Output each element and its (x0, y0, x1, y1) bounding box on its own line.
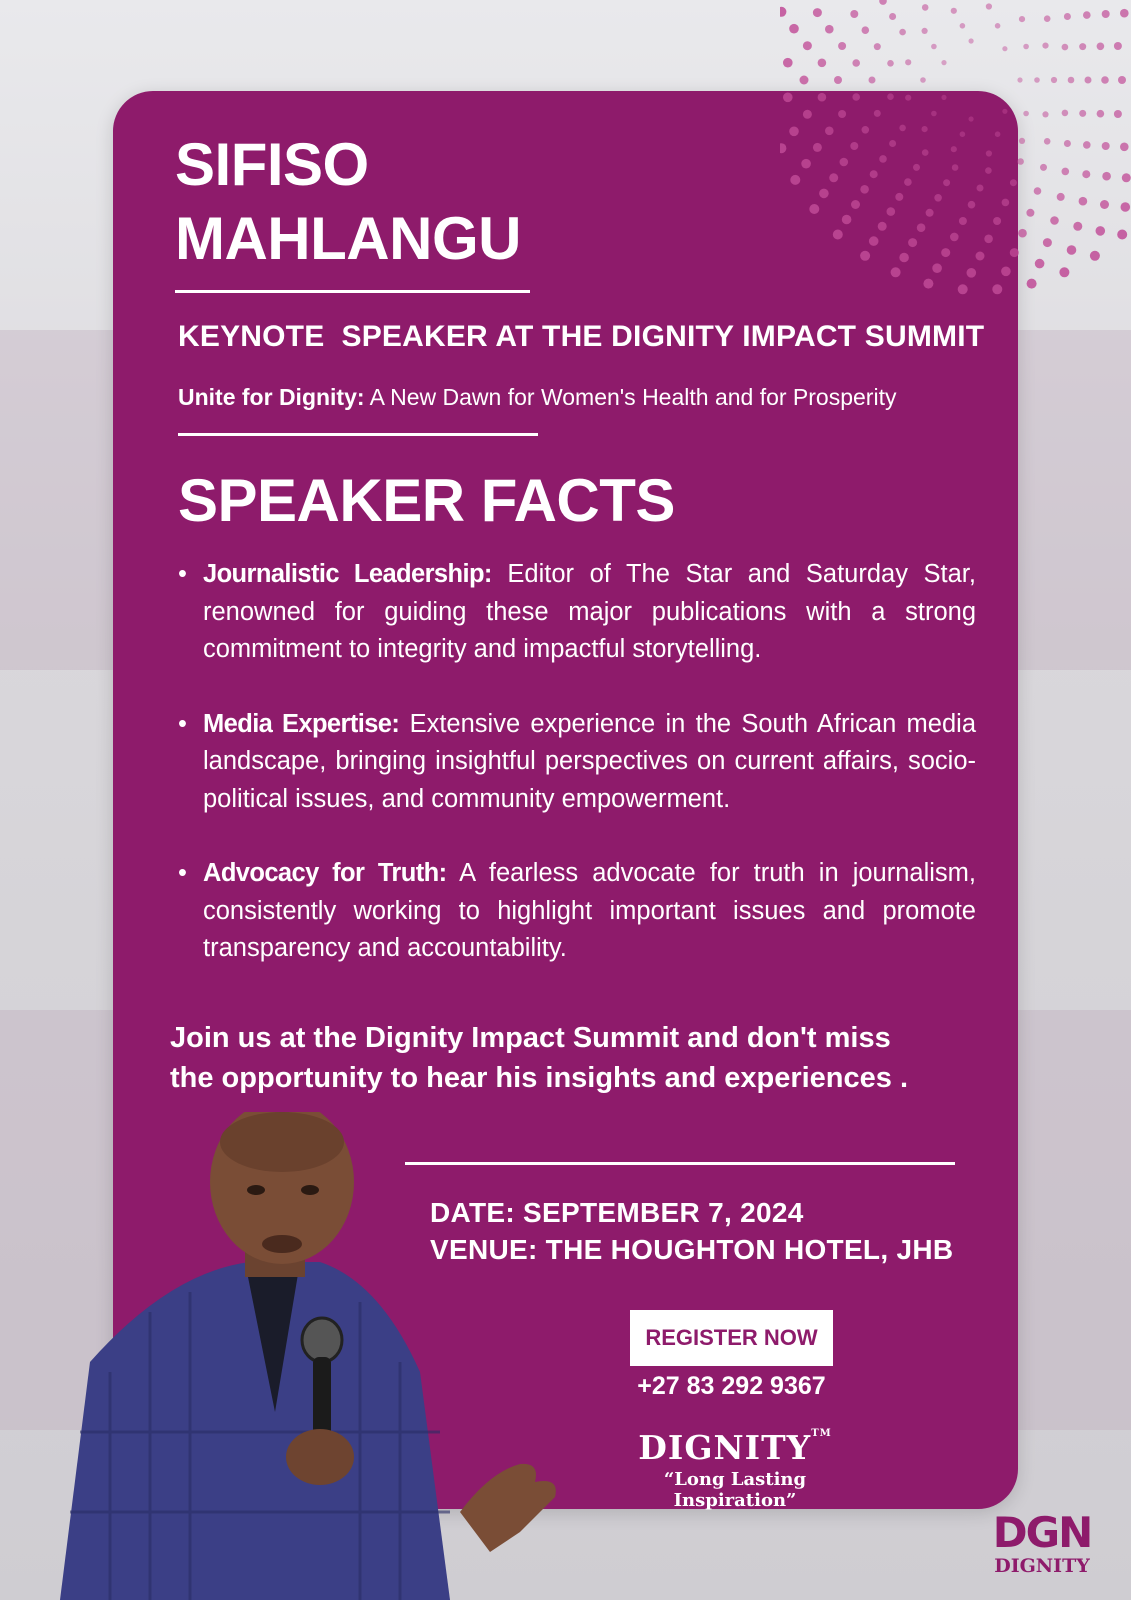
decoration-dot (1010, 248, 1019, 257)
decoration-dot (899, 253, 909, 263)
decoration-dot (951, 146, 957, 152)
summit-theme-text: A New Dawn for Women's Health and for Prosperity (364, 384, 897, 410)
decoration-dot (869, 77, 876, 84)
fact-text: Editor of The Star and Saturday Star, renowned for guiding these major publications with a strong commitment to integrity and impactful storytelling. (203, 560, 976, 663)
decoration-dot (986, 3, 992, 9)
decoration-dot (1042, 111, 1048, 117)
summit-theme (178, 384, 896, 411)
decoration-dot (1043, 238, 1052, 247)
decoration-dot (833, 230, 843, 240)
decoration-dot (1019, 16, 1025, 22)
decoration-dot (904, 178, 912, 186)
decoration-dot (1073, 222, 1082, 231)
decoration-dot (887, 207, 896, 216)
decoration-dot (1083, 11, 1091, 19)
decoration-dot (899, 29, 906, 36)
decoration-dot (1042, 43, 1048, 49)
decoration-dot (1002, 109, 1007, 114)
decoration-dot (1010, 179, 1017, 186)
fact-item (178, 556, 976, 669)
decoration-dot (960, 131, 966, 137)
decoration-dot (1085, 77, 1092, 84)
decoration-dot (1101, 76, 1109, 84)
decoration-dot (813, 8, 822, 17)
decoration-dot (819, 189, 829, 199)
decoration-dot (1044, 138, 1051, 145)
decoration-dot (891, 267, 901, 277)
logo-word: DIGNITY (994, 1555, 1090, 1577)
register-now-button[interactable]: REGISTER NOW (630, 1310, 833, 1366)
decoration-dot (789, 127, 799, 137)
fact-label: Advocacy for Truth: (203, 859, 447, 887)
decoration-dot (1062, 168, 1070, 176)
decoration-dot (941, 248, 950, 257)
invite-text (170, 1018, 990, 1098)
decoration-dot (780, 143, 786, 153)
decoration-dot (1034, 77, 1040, 83)
decoration-dot (862, 26, 870, 34)
decoration-dot (842, 215, 852, 225)
decoration-dot (992, 284, 1002, 294)
decoration-dot (874, 110, 881, 117)
decoration-dot (1062, 110, 1069, 117)
decoration-dot (852, 93, 860, 101)
decoration-dot (934, 194, 942, 202)
decoration-dot (905, 95, 911, 101)
decoration-dot (1023, 44, 1029, 50)
contact-phone: +27 83 292 9367 (637, 1372, 826, 1400)
event-date: DATE: SEPTEMBER 7, 2024 (430, 1197, 804, 1228)
decoration-dot (889, 13, 896, 20)
decoration-dot (878, 222, 887, 231)
decoration-dot (838, 110, 846, 118)
decoration-dot (813, 143, 822, 152)
decoration-dot (1114, 42, 1122, 50)
summit-theme-label: Unite for Dignity: (178, 384, 365, 410)
decoration-dot (895, 193, 903, 201)
decoration-dot (800, 76, 809, 85)
decoration-dot (851, 200, 860, 209)
brand-name (600, 1428, 870, 1467)
decoration-dot (905, 59, 911, 65)
decoration-dot (840, 158, 849, 167)
decoration-dot (931, 111, 937, 117)
decoration-dot (967, 268, 977, 278)
dignity-brand (600, 1428, 870, 1511)
decoration-dot (834, 76, 842, 84)
decoration-dot (920, 77, 926, 83)
decoration-dot (860, 251, 870, 261)
decoration-dot (1044, 15, 1051, 22)
trademark: TM (811, 1428, 832, 1439)
fact-item (178, 855, 976, 968)
decoration-dot (1079, 110, 1086, 117)
decoration-dot (951, 8, 957, 14)
decoration-dot (1120, 143, 1129, 152)
decoration-dot (1050, 216, 1059, 225)
decoration-dot (1068, 77, 1075, 84)
decoration-dot (1067, 245, 1077, 255)
decoration-dot (887, 60, 894, 67)
decoration-dot (1026, 209, 1034, 217)
decoration-dot (1121, 202, 1131, 212)
decoration-dot (1002, 199, 1010, 207)
decoration-dot (1102, 172, 1111, 181)
invite-line: the opportunity to hear his insights and experiences . (170, 1062, 909, 1094)
decoration-dot (850, 10, 858, 18)
decoration-dot (1062, 44, 1069, 51)
decoration-dot (1034, 187, 1042, 195)
speaker-last-name: MAHLANGU (175, 205, 521, 272)
decoration-dot (1064, 140, 1071, 147)
decoration-dot (825, 127, 834, 136)
speaker-name (175, 128, 521, 276)
decoration-dot (986, 150, 992, 156)
decoration-dot (976, 252, 985, 261)
decoration-dot (922, 28, 928, 34)
decoration-dot (1019, 138, 1025, 144)
decoration-dot (887, 93, 894, 100)
decoration-dot (780, 7, 786, 17)
decoration-dot (984, 235, 993, 244)
decoration-dot (801, 159, 811, 169)
facts-title: SPEAKER FACTS (178, 467, 675, 534)
decoration-dot (809, 204, 819, 214)
decoration-dot (1118, 76, 1126, 84)
decoration-dot (931, 44, 937, 50)
decoration-dot (1097, 110, 1105, 118)
decoration-dot (922, 149, 929, 156)
decoration-dot (977, 185, 984, 192)
decoration-dot (1002, 46, 1007, 51)
decoration-dot (1018, 229, 1027, 238)
brand-tagline: “Long Lasting Inspiration” (663, 1469, 807, 1511)
speaker-role: KEYNOTE SPEAKER AT THE DIGNITY IMPACT SUMMIT (178, 320, 985, 353)
decoration-dot (1096, 226, 1106, 236)
decoration-dot (829, 173, 838, 182)
decoration-dot (1057, 193, 1065, 201)
divider (178, 433, 538, 436)
decoration-dot (1017, 77, 1022, 82)
decoration-dot (1100, 200, 1109, 209)
decoration-dot (1064, 13, 1071, 20)
decoration-dot (862, 126, 870, 134)
decoration-dot (941, 60, 946, 65)
decoration-dot (899, 125, 906, 132)
decoration-dot (1082, 170, 1090, 178)
decoration-dot (932, 263, 942, 273)
decoration-dot (1017, 158, 1024, 165)
decoration-dot (922, 4, 929, 11)
decoration-dot (1117, 230, 1127, 240)
decoration-dot (1040, 164, 1047, 171)
decoration-dot (1035, 259, 1045, 269)
decoration-dot (952, 164, 959, 171)
decoration-dot (889, 140, 896, 147)
decoration-dot (790, 175, 800, 185)
fact-label: Media Expertise: (203, 709, 400, 738)
decoration-dot (803, 41, 812, 50)
decoration-dot (960, 23, 966, 29)
invite-line: Join us at the Dignity Impact Summit and don't miss (170, 1022, 891, 1054)
decoration-dot (926, 209, 934, 217)
decoration-dot (789, 24, 799, 34)
decoration-dot (869, 236, 879, 246)
decoration-dot (943, 179, 950, 186)
brand-name-text: DIGNITY (638, 1428, 812, 1467)
dotted-spiral-decoration (780, 0, 1131, 320)
decoration-dot (1051, 77, 1057, 83)
decoration-dot (803, 110, 812, 119)
decoration-dot (908, 238, 917, 247)
fact-text: Extensive experience in the South African media landscape, bringing insightful perspectives on current affairs, socio-political issues, and community empowerment. (203, 709, 976, 813)
decoration-dot (1102, 10, 1110, 18)
decoration-dot (917, 223, 926, 232)
decoration-dot (879, 0, 887, 5)
decoration-dot (1120, 9, 1129, 18)
decoration-dot (838, 42, 846, 50)
logo-mark: DGN (992, 1508, 1092, 1557)
decoration-dot (922, 126, 928, 132)
decoration-dot (818, 59, 827, 68)
decoration-dot (1114, 110, 1122, 118)
decoration-dot (958, 284, 968, 294)
decoration-dot (993, 217, 1001, 225)
bullet-icon: • (178, 560, 187, 588)
decoration-dot (950, 233, 959, 242)
decoration-dot (995, 23, 1001, 29)
fact-label: Journalistic Leadership: (203, 560, 492, 588)
decoration-dot (874, 43, 881, 50)
decoration-dot (1079, 197, 1088, 206)
speaker-first-name: SIFISO (175, 131, 369, 198)
decoration-dot (923, 279, 933, 289)
decoration-dot (969, 38, 974, 43)
decoration-dot (1122, 173, 1131, 182)
facts-list (178, 556, 976, 1005)
decoration-dot (1097, 43, 1105, 51)
decoration-dot (969, 116, 974, 121)
decoration-dot (879, 155, 887, 163)
speaker-photo (20, 1112, 580, 1600)
dgn-logo (972, 1508, 1112, 1577)
decoration-dot (870, 170, 878, 178)
decoration-dot (1023, 111, 1029, 117)
decoration-dot (959, 217, 967, 225)
decoration-dot (1027, 279, 1037, 289)
bullet-icon: • (178, 709, 187, 738)
decoration-dot (968, 201, 976, 209)
divider (175, 290, 530, 293)
bullet-icon: • (178, 859, 187, 887)
decoration-dot (1083, 141, 1091, 149)
decoration-dot (1059, 267, 1069, 277)
decoration-dot (1079, 43, 1086, 50)
decoration-dot (852, 59, 860, 67)
decoration-dot (941, 95, 946, 100)
decoration-dot (913, 164, 920, 171)
fact-text: A fearless advocate for truth in journalism, consistently working to highlight important issues and promote transparency and accountability. (203, 859, 976, 962)
decoration-dot (985, 167, 992, 174)
decoration-dot (825, 25, 834, 34)
decoration-dot (850, 142, 858, 150)
decoration-dot (818, 93, 827, 102)
decoration-dot (783, 93, 793, 103)
decoration-dot (1090, 251, 1100, 261)
event-venue: VENUE: THE HOUGHTON HOTEL, JHB (430, 1234, 954, 1265)
decoration-dot (1102, 142, 1110, 150)
decoration-dot (860, 185, 869, 194)
decoration-dot (1001, 267, 1011, 277)
fact-item (178, 706, 976, 819)
decoration-dot (995, 131, 1001, 137)
decoration-dot (783, 58, 793, 68)
